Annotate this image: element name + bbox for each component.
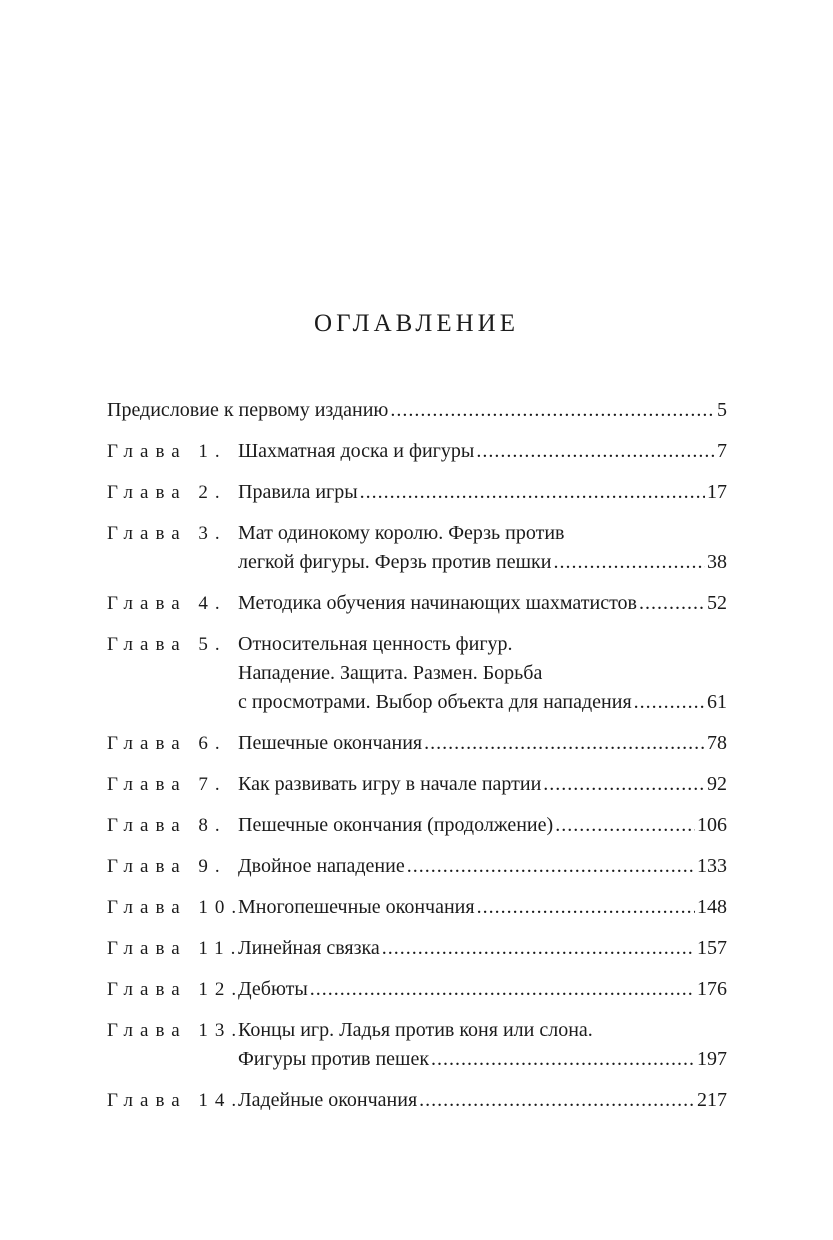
toc-entry xyxy=(107,478,727,507)
chapter-number: Глава 14. xyxy=(107,1090,244,1111)
page-number: 176 xyxy=(697,978,727,1000)
toc-entry xyxy=(107,729,727,758)
toc-entry xyxy=(107,396,727,425)
dot-leader xyxy=(431,1045,695,1074)
dot-leader xyxy=(555,811,695,840)
entry-title-line: Методика обучения начинающих шахматистов xyxy=(238,592,637,614)
chapter-number: Глава 6. xyxy=(107,733,227,754)
dot-leader xyxy=(407,852,695,881)
dot-leader xyxy=(360,478,705,507)
toc-entry xyxy=(107,1086,727,1115)
toc-entry xyxy=(107,852,727,881)
page-number: 61 xyxy=(707,691,727,713)
page-title: ОГЛАВЛЕНИЕ xyxy=(314,310,519,337)
dot-leader xyxy=(390,396,715,425)
chapter-number: Глава 12. xyxy=(107,979,244,1000)
toc-entry xyxy=(107,1016,727,1074)
toc-entry xyxy=(107,770,727,799)
dot-leader xyxy=(476,437,715,466)
chapter-number: Глава 10. xyxy=(107,897,244,918)
chapter-number: Глава 4. xyxy=(107,593,227,614)
page-number: 148 xyxy=(697,896,727,918)
dot-leader xyxy=(543,770,705,799)
entry-title-line: Концы игр. Ладья против коня или слона. xyxy=(238,1019,593,1041)
page-number: 157 xyxy=(697,937,727,959)
dot-leader xyxy=(553,548,705,577)
chapter-number: Глава 11. xyxy=(107,938,243,959)
toc-entry xyxy=(107,975,727,1004)
dot-leader xyxy=(639,589,705,618)
toc-entry xyxy=(107,630,727,717)
page-number: 52 xyxy=(707,592,727,614)
page-number: 92 xyxy=(707,773,727,795)
entry-title-line: Правила игры xyxy=(238,481,358,503)
page-number: 78 xyxy=(707,732,727,754)
chapter-number: Глава 7. xyxy=(107,774,227,795)
table-of-contents xyxy=(107,396,727,1127)
chapter-number: Глава 5. xyxy=(107,634,227,655)
chapter-number: Глава 13. xyxy=(107,1020,244,1041)
page-number: 5 xyxy=(717,399,727,421)
entry-title-line: Многопешечные окончания xyxy=(238,896,475,918)
entry-title-line: Мат одинокому королю. Ферзь против xyxy=(238,522,565,544)
entry-title-line: Двойное нападение xyxy=(238,855,405,877)
entry-title-line: Линейная связка xyxy=(238,937,380,959)
toc-entry xyxy=(107,437,727,466)
chapter-number: Глава 8. xyxy=(107,815,227,836)
page-number: 38 xyxy=(707,551,727,573)
entry-title-line: Предисловие к первому изданию xyxy=(107,399,389,421)
dot-leader xyxy=(310,975,695,1004)
dot-leader xyxy=(424,729,705,758)
toc-entry xyxy=(107,519,727,577)
entry-title-line: Шахматная доска и фигуры xyxy=(238,440,475,462)
dot-leader xyxy=(634,688,705,717)
toc-entry xyxy=(107,934,727,963)
entry-title-line: Фигуры против пешек xyxy=(238,1048,430,1070)
chapter-number: Глава 2. xyxy=(107,482,227,503)
page-number: 217 xyxy=(697,1089,727,1111)
dot-leader xyxy=(419,1086,695,1115)
entry-title-line: Относительная ценность фигур. xyxy=(238,633,513,655)
entry-title-line: Ладейные окончания xyxy=(238,1089,418,1111)
dot-leader xyxy=(477,893,695,922)
entry-title-line: Дебюты xyxy=(238,978,308,1000)
page-number: 7 xyxy=(717,440,727,462)
entry-title-line: легкой фигуры. Ферзь против пешки xyxy=(238,551,552,573)
toc-entry xyxy=(107,811,727,840)
chapter-number: Глава 1. xyxy=(107,441,227,462)
page-number: 197 xyxy=(697,1048,727,1070)
entry-title-line: Как развивать игру в начале партии xyxy=(238,773,542,795)
chapter-number: Глава 3. xyxy=(107,523,227,544)
chapter-number: Глава 9. xyxy=(107,856,227,877)
dot-leader xyxy=(382,934,695,963)
entry-title-line: с просмотрами. Выбор объекта для нападения xyxy=(238,691,632,713)
toc-entry xyxy=(107,893,727,922)
page-number: 17 xyxy=(707,481,727,503)
toc-entry xyxy=(107,589,727,618)
entry-title-line: Нападение. Защита. Размен. Борьба xyxy=(238,662,543,684)
page-number: 106 xyxy=(697,814,727,836)
entry-title-line: Пешечные окончания xyxy=(238,732,423,754)
page-number: 133 xyxy=(697,855,727,877)
entry-title-line: Пешечные окончания (продолжение) xyxy=(238,814,554,836)
